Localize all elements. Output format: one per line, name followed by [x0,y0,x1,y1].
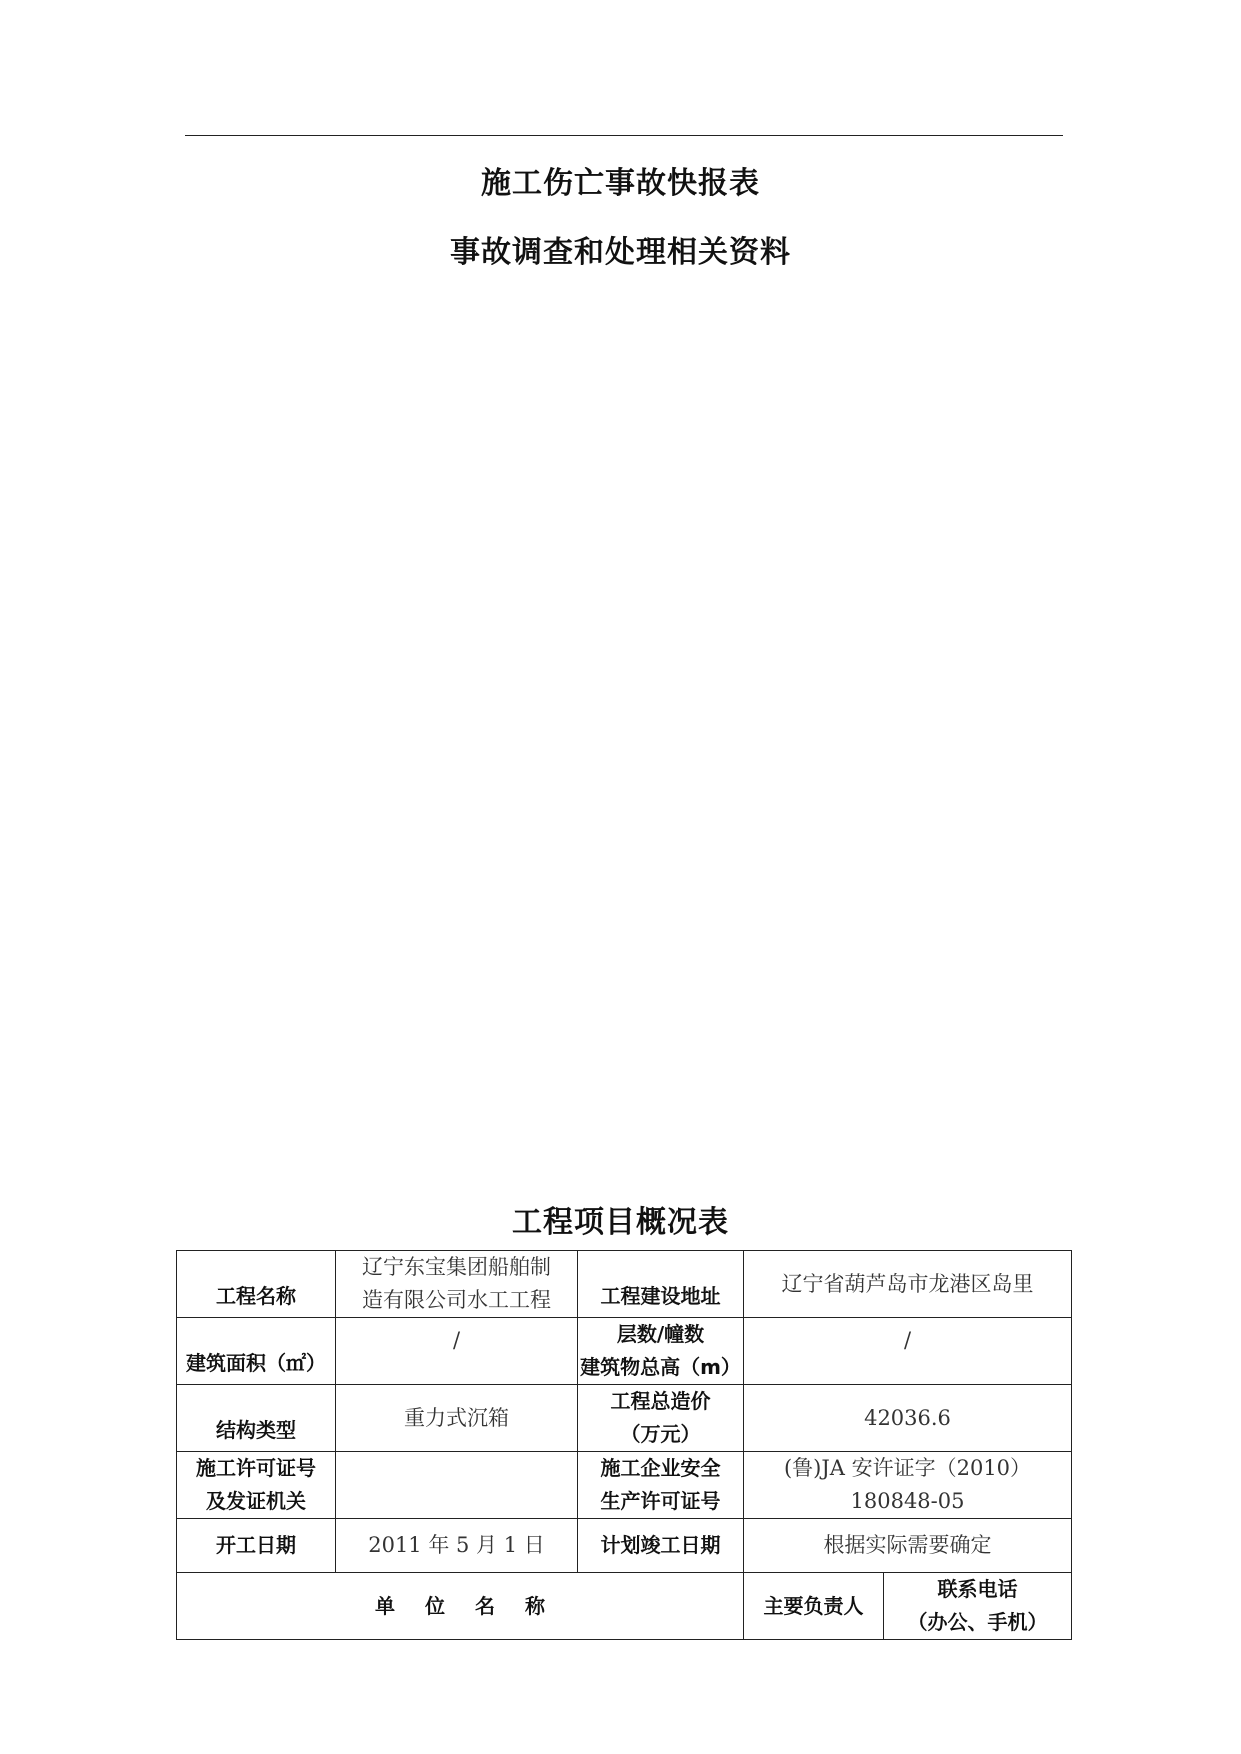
floors-height-label: 层数/幢数 建筑物总高（m） [578,1318,744,1385]
planned-completion-label: 计划竣工日期 [578,1519,744,1573]
floors-height-value: / [744,1318,1072,1385]
start-date-value: 2011 年 5 月 1 日 [336,1519,578,1573]
unit-name-header: 单位名称 [177,1573,744,1640]
total-cost-label: 工程总造价 （万元） [578,1385,744,1452]
table-row [177,1385,1072,1452]
floor-area-label: 建筑面积（㎡） [177,1318,336,1385]
project-overview-table [176,1250,1072,1640]
floor-area-value: / [336,1318,578,1385]
structure-type-label: 结构类型 [177,1385,336,1452]
principal-header: 主要负责人 [744,1573,884,1640]
table-row [177,1318,1072,1385]
phone-header: 联系电话 （办公、手机） [884,1573,1072,1640]
safety-license-label: 施工企业安全 生产许可证号 [578,1452,744,1519]
project-name-label: 工程名称 [177,1251,336,1318]
safety-license-value: (鲁)JA 安许证字（2010） 180848-05 [744,1452,1072,1519]
site-address-value: 辽宁省葫芦岛市龙港区岛里 [744,1251,1072,1318]
planned-completion-value: 根据实际需要确定 [744,1519,1072,1573]
table-row [177,1251,1072,1318]
document-subtitle: 事故调查和处理相关资料 [450,235,791,270]
table-row [177,1452,1072,1519]
table-row [177,1519,1072,1573]
structure-type-value: 重力式沉箱 [336,1385,578,1452]
table-row [177,1573,1072,1640]
site-address-label: 工程建设地址 [578,1251,744,1318]
start-date-label: 开工日期 [177,1519,336,1573]
header-rule [185,135,1063,136]
construction-permit-value [336,1452,578,1519]
project-overview-title: 工程项目概况表 [512,1205,729,1240]
document-title: 施工伤亡事故快报表 [481,166,760,201]
project-name-value: 辽宁东宝集团船舶制 造有限公司水工工程 [336,1251,578,1318]
total-cost-value: 42036.6 [744,1385,1072,1452]
construction-permit-label: 施工许可证号 及发证机关 [177,1452,336,1519]
